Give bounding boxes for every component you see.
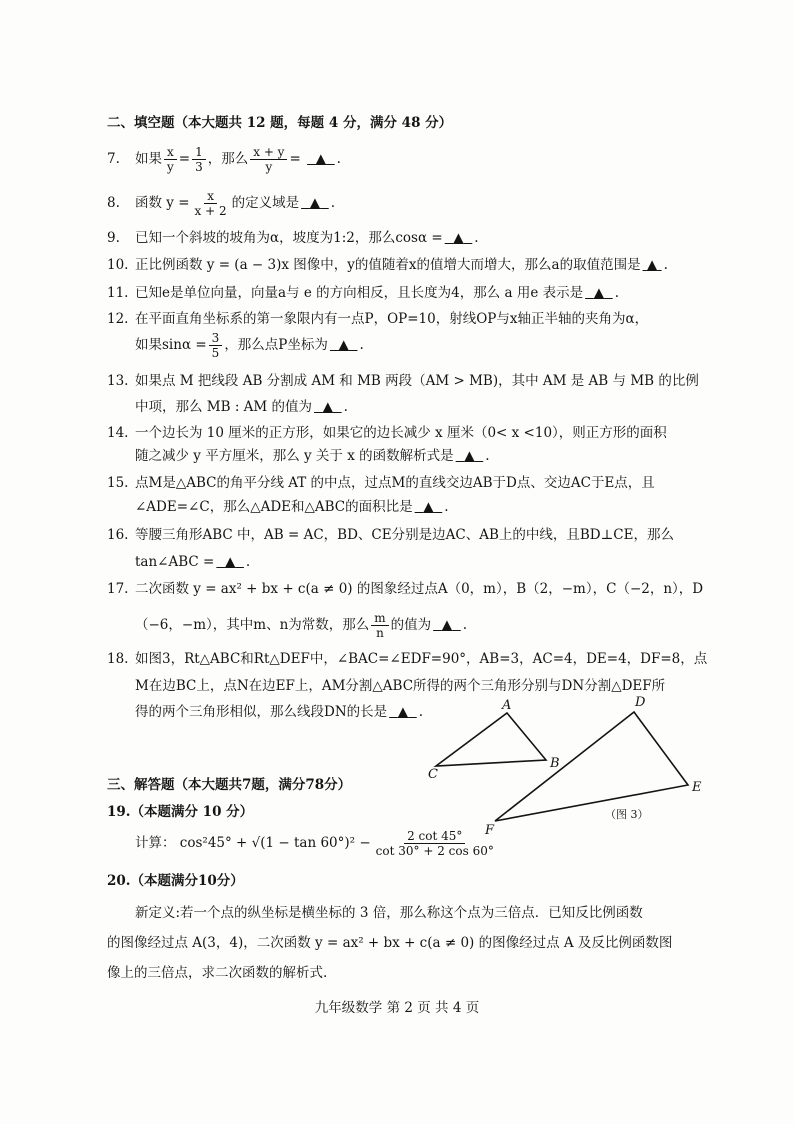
answer-blank: ▲ [338,337,349,353]
section-3-title: 三、解答题（本大题共7题，满分78分） [107,777,352,793]
label-d: D [635,695,646,710]
question-13-line-2: 中项，那么 MB : AM 的值为 ▲ . [135,399,348,415]
question-14-line-1: 14. 一个边长为 10 厘米的正方形，如果它的边长减少 x 厘米（0< x <10），则正方形的面积 [107,425,667,441]
answer-blank: ▲ [593,285,605,301]
question-number: 11. [107,285,129,301]
answer-blank: ▲ [315,151,327,167]
question-20-line-3: 像上的三倍点，求二次函数的解析式. [107,965,328,981]
question-9: 9. 已知一个斜坡的坡角为α，坡度为1:2，那么cosα = ▲ . [107,230,479,246]
question-19-expression: 计算： cos²45° + √(1 − tan 60°)² − $\frac{2 \cot 45^\circ}{\cot 30^\circ + 2 \cos 60^\circ}$ [135,829,494,858]
question-11: 11. 已知e是单位向量，向量a与 e 的方向相反，且长度为4，那么 a 用e 表示是 ▲ . [107,285,619,301]
answer-blank: ▲ [224,554,236,570]
question-12-line-2: 如果sinα = $\frac{3}{5}$ ，那么点P坐标为 ▲ . [135,328,364,362]
question-number: 9. [107,230,120,246]
question-7: 7. 如果 $\frac{x}{y}$ = $\frac{1}{3}$ ，那么 $\frac{x + y}{y}$ = ▲ . [107,142,341,176]
answer-blank: ▲ [646,257,658,273]
answer-blank: ▲ [397,704,409,720]
answer-blank: ▲ [441,617,453,633]
answer-blank: ▲ [309,195,321,211]
figure-caption: （图 3） [605,808,649,821]
label-e: E [692,780,702,795]
question-number: 16. [107,527,129,543]
question-20-header: 20.（本题满分10分） [107,873,244,889]
answer-blank: ▲ [322,399,334,415]
question-number: 14. [107,425,129,441]
question-number: 17. [107,581,129,597]
question-number: 7. [107,151,120,167]
question-20-line-2: 的图像经过点 A(3，4)，二次函数 y = ax² + bx + c(a ≠ 0) 的图像经过点 A 及反比例函数图 [107,935,673,951]
question-18-line-1: 18. 如图3，Rt△ABC和Rt△DEF中，∠BAC=∠EDF=90°，AB=3，AC=4，DE=4，DF=8，点 [107,651,708,667]
question-16-line-1: 16. 等腰三角形ABC 中，AB = AC，BD、CE分别是边AC、AB上的中线，且BD⊥CE，那么 [107,527,674,543]
answer-blank: ▲ [464,448,475,464]
question-17-line-2: （−6，−m），其中m、n为常数，那么 $\frac{m}{n}$ 的值为 ▲ . [135,608,467,642]
question-17-line-1: 17. 二次函数 y = ax² + bx + c(a ≠ 0) 的图象经过点A（0，m），B（2，−m），C（−2，n），D [107,581,704,597]
question-8: 8. 函数 y = $\frac{x}{x + 2}$ 的定义域是 ▲ . [107,186,335,220]
question-20-line-1: 新定义:若一个点的纵坐标是横坐标的 3 倍，那么称这个点为三倍点．已知反比例函数 [135,905,643,921]
label-c: C [428,767,438,782]
triangle-def [495,712,688,821]
question-15-line-2: ∠ADE=∠C，那么△ADE和△ABC的面积比是 ▲ . [135,499,449,515]
question-14-line-2: 随之减少 y 平方厘米，那么 y 关于 x 的函数解析式是 ▲ . [135,448,490,464]
question-13-line-1: 13. 如果点 M 把线段 AB 分割成 AM 和 MB 两段（AM > MB)，其中 AM 是 AB 与 MB 的比例 [107,373,699,389]
label-b: B [550,756,560,771]
question-number: 12. [107,311,129,327]
question-number: 10. [107,257,129,273]
question-16-line-2: tan∠ABC = ▲ . [135,554,251,570]
question-number: 13. [107,373,129,389]
label-a: A [502,698,512,713]
question-19-header: 19.（本题满分 10 分） [107,804,254,820]
section-2-title: 二、填空题（本大题共 12 题，每题 4 分，满分 48 分） [107,115,453,131]
question-18-line-2: M在边BC上，点N在边EF上，AM分割△ABC所得的两个三角形分别与DN分割△DEF所 [135,678,666,694]
question-15-line-1: 15. 点M是△ABC的角平分线 AT 的中点，过点M的直线交边AB于D点、交边AC于E点，且 [107,475,655,491]
question-18-line-3: 得的两个三角形相似，那么线段DN的长是 ▲ . [135,704,424,720]
answer-blank: ▲ [453,230,464,246]
question-number: 18. [107,651,129,667]
question-number: 8. [107,195,120,211]
question-number: 15. [107,475,129,491]
answer-blank: ▲ [423,499,434,515]
triangle-abc [436,713,546,766]
label-f: F [485,823,495,838]
question-10: 10. 正比例函数 y = (a − 3)x 图像中，y的值随着x的值增大而增大，那么a的取值范围是 ▲ . [107,257,668,273]
question-12-line-1: 12. 在平面直角坐标系的第一象限内有一点P，OP=10，射线OP与x轴正半轴的夹角为α， [107,311,649,327]
page-footer: 九年级数学 第 2 页 共 4 页 [314,1000,480,1016]
